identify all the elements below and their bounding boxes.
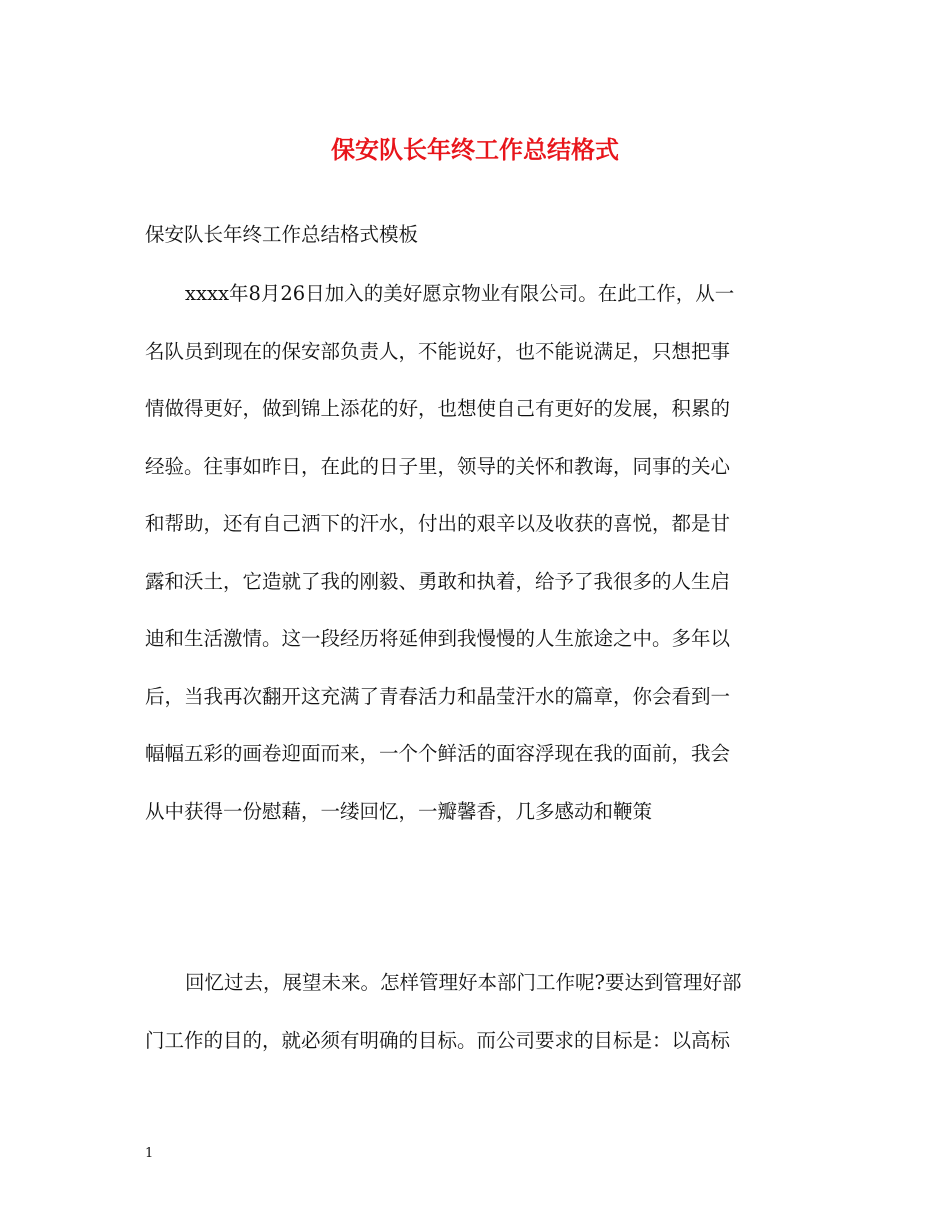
paragraph-line: 从中获得一份慰藉，一缕回忆，一瓣馨香，几多感动和鞭策	[145, 799, 653, 823]
paragraph-line: 回忆过去，展望未来。怎样管理好本部门工作呢?要达到管理好部	[185, 971, 742, 994]
paragraph-line: 情做得更好，做到锦上添花的好，也想使自己有更好的发展，积累的	[145, 397, 731, 420]
page-number: 1	[145, 1146, 154, 1161]
paragraph-line: 和帮助，还有自己洒下的汗水，付出的艰辛以及收获的喜悦，都是甘	[145, 512, 731, 535]
paragraph-1	[145, 279, 825, 854]
document-title: 保安队长年终工作总结格式	[331, 136, 619, 164]
paragraph-2	[145, 968, 825, 1083]
paragraph-line: 后，当我再次翻开这充满了青春活力和晶莹汗水的篇章，你会看到一	[145, 684, 731, 708]
document-subtitle: 保安队长年终工作总结格式模板	[145, 223, 419, 246]
paragraph-line: xxxx年8月26日加入的美好愿京物业有限公司。在此工作，从一	[185, 282, 735, 305]
paragraph-line: 门工作的目的，就必须有明确的目标。而公司要求的目标是：以高标	[145, 1028, 731, 1052]
paragraph-line: 迪和生活激情。这一段经历将延伸到我慢慢的人生旅途之中。多年以	[145, 627, 731, 650]
paragraph-line: 名队员到现在的保安部负责人，不能说好，也不能说满足，只想把事	[145, 339, 731, 363]
paragraph-line: 露和沃土，它造就了我的刚毅、勇敢和执着，给予了我很多的人生启	[145, 569, 731, 593]
paragraph-line: 幅幅五彩的画卷迎面而来，一个个鲜活的面容浮现在我的面前，我会	[145, 742, 731, 765]
paragraph-line: 经验。往事如昨日，在此的日子里，领导的关怀和教诲，同事的关心	[145, 454, 731, 478]
